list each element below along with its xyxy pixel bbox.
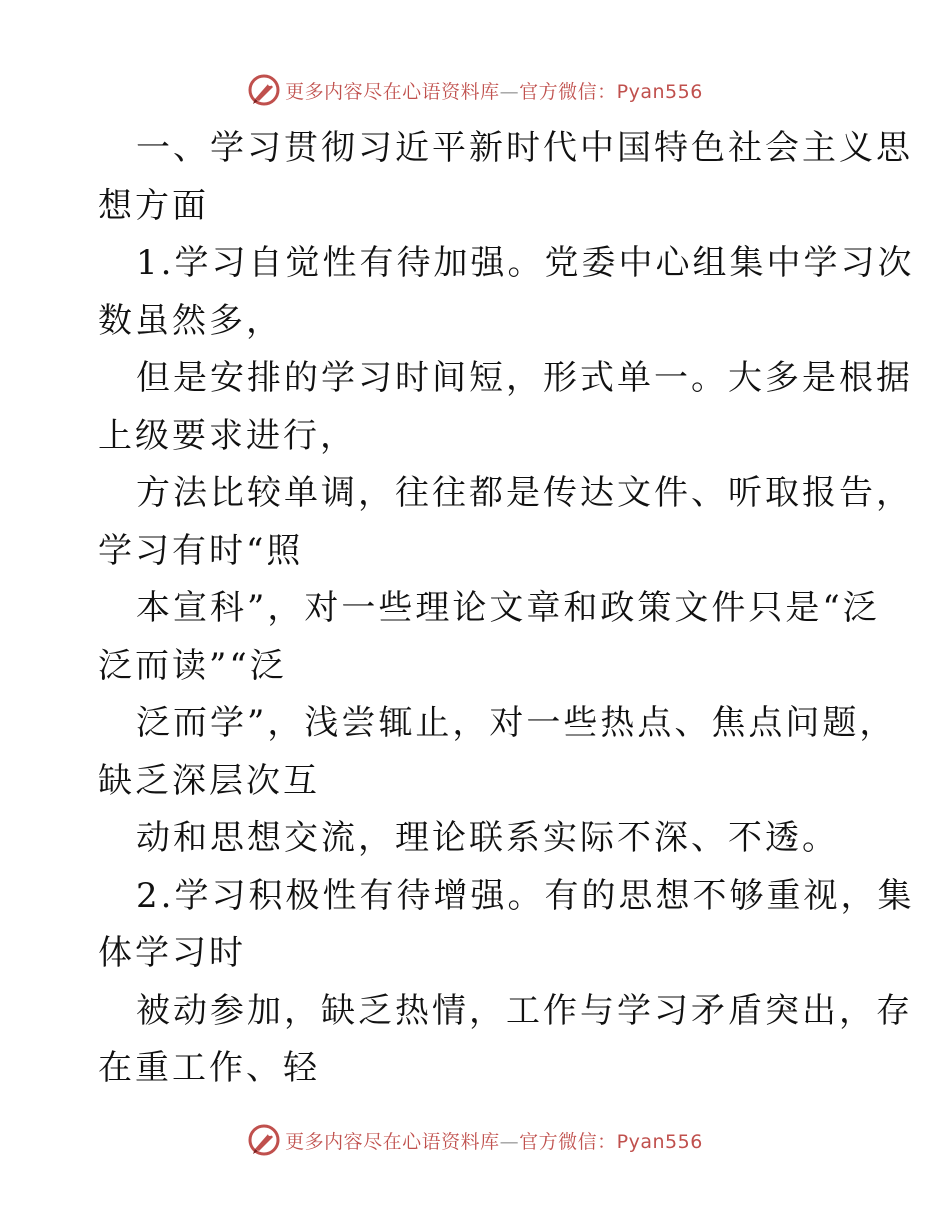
pen-logo-icon — [247, 73, 281, 107]
text-line: 体学习时 — [98, 933, 246, 973]
text-line: 方法比较单调，往往都是传达文件、听取报告， — [136, 473, 913, 513]
text-line: 被动参加，缺乏热情，工作与学习矛盾突出，存 — [136, 990, 913, 1031]
watermark-text — [285, 1127, 703, 1154]
text-line: 在重工作、轻 — [98, 1048, 320, 1088]
text-line: 缺乏深层次互 — [98, 760, 320, 801]
document-body — [98, 120, 915, 1098]
text-line: 一、学习贯彻习近平新时代中国特色社会主义思 — [136, 128, 913, 168]
text-line: 泛而学”，浅尝辄止，对一些热点、焦点问题， — [136, 703, 897, 743]
text-line: 动和思想交流，理论联系实际不深、不透。 — [136, 818, 839, 858]
pen-logo-icon — [247, 1123, 281, 1157]
watermark-brand: 更多内容尽在心语资料库 — [285, 1130, 500, 1153]
watermark-separator: — — [499, 1130, 520, 1153]
text-line: 本宣科”，对一些理论文章和政策文件只是“泛 — [136, 588, 880, 628]
text-line: 但是安排的学习时间短，形式单一。大多是根据 — [136, 358, 913, 398]
footer-watermark — [0, 1120, 950, 1160]
text-line: 数虽然多， — [98, 300, 283, 341]
header-watermark — [0, 70, 950, 110]
text-line: 泛而读”“泛 — [98, 645, 287, 686]
watermark-contact: 官方微信：Pyan556 — [519, 80, 703, 103]
watermark-text — [285, 77, 703, 104]
text-line: 2.学习积极性有待增强。有的思想不够重视，集 — [136, 875, 915, 916]
watermark-brand: 更多内容尽在心语资料库 — [285, 80, 500, 103]
watermark-separator: — — [499, 80, 520, 103]
text-line: 1.学习自觉性有待加强。党委中心组集中学习次 — [136, 243, 915, 283]
text-line: 想方面 — [98, 185, 209, 226]
text-line: 学习有时“照 — [98, 530, 304, 571]
watermark-contact: 官方微信：Pyan556 — [519, 1130, 703, 1153]
text-line: 上级要求进行， — [98, 415, 357, 456]
